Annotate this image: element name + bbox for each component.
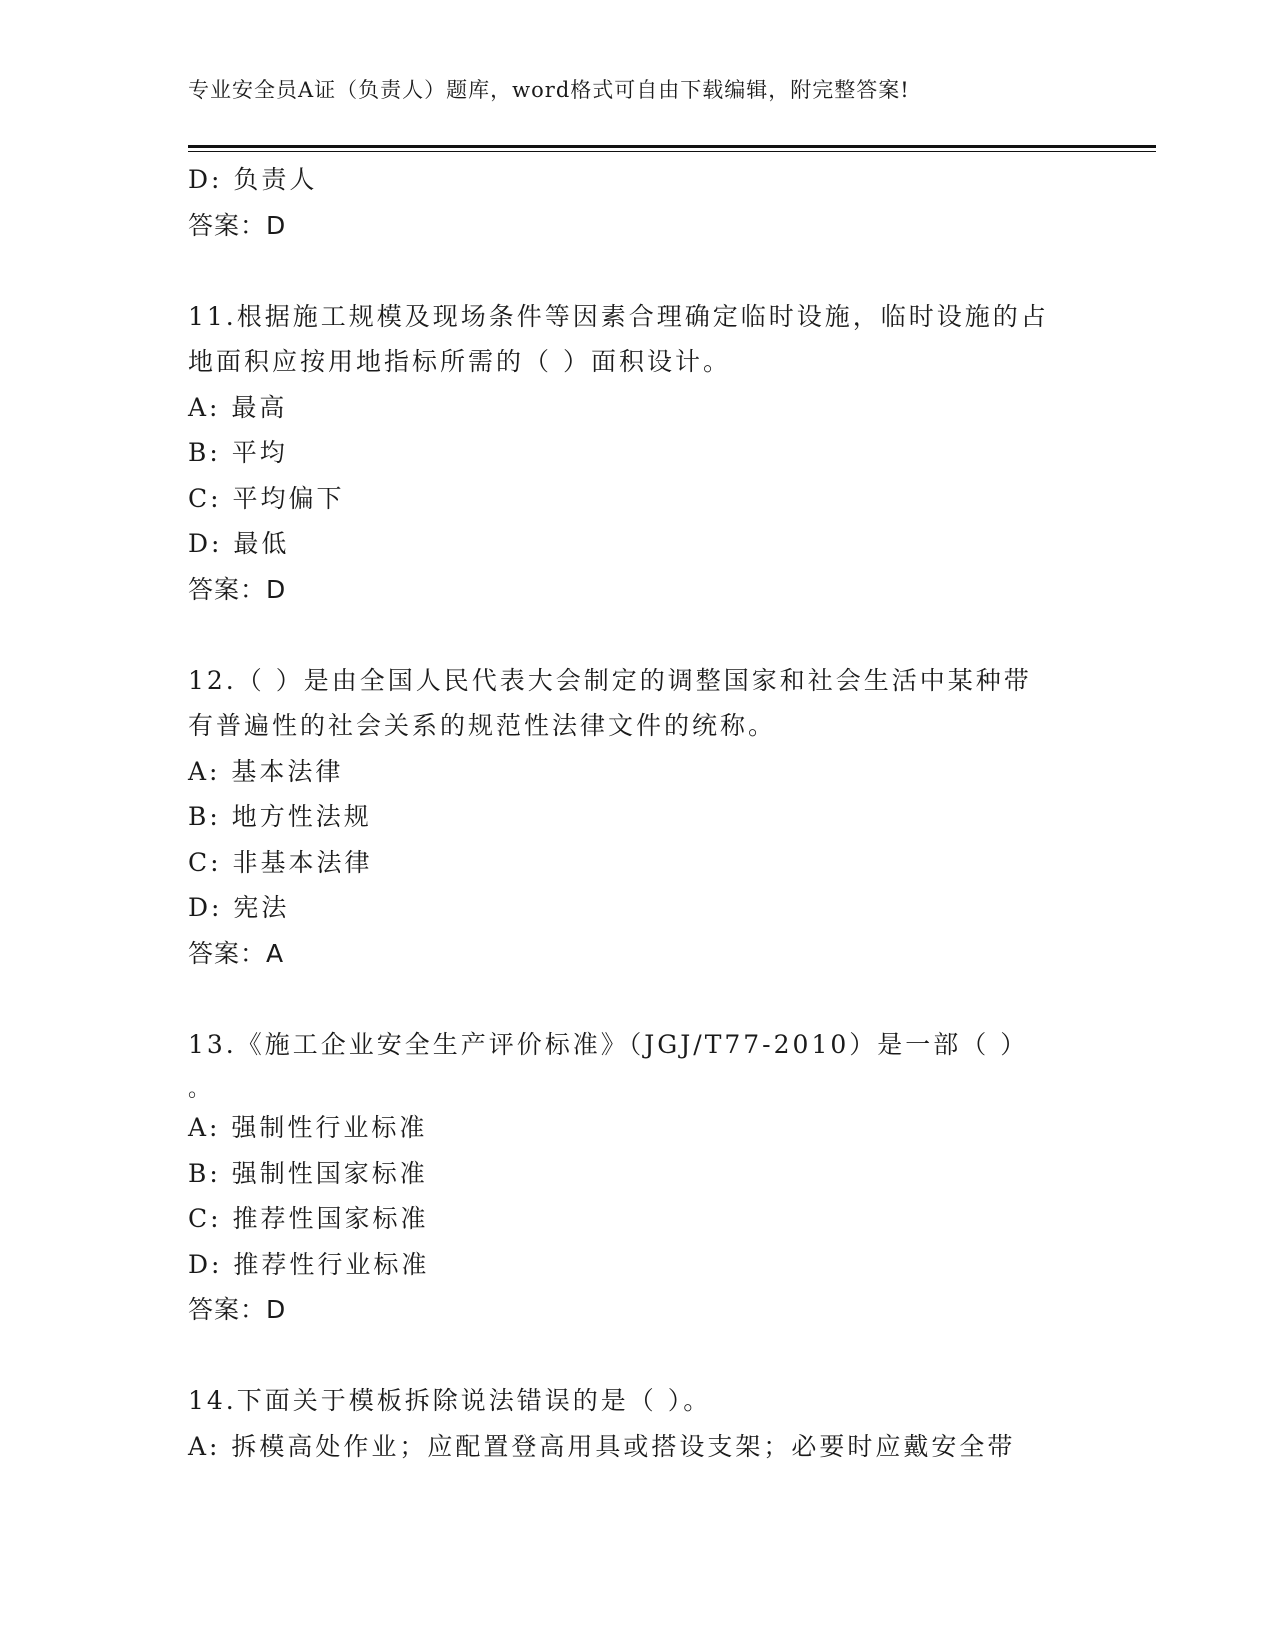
question-block-11 — [188, 294, 1088, 613]
question-stem-continued: 。 — [188, 1077, 214, 1102]
question-block-13 — [188, 1022, 1088, 1333]
header-rule-thick — [188, 145, 1156, 148]
question-block-10-tail — [188, 157, 1088, 248]
option-d: D: 负责人 — [188, 165, 318, 194]
option-d: D: 最低 — [188, 529, 290, 558]
option-d: D: 宪法 — [188, 893, 290, 922]
question-block-12 — [188, 658, 1088, 977]
option-a: A: 最高 — [188, 392, 288, 422]
answer-line: 答案：D — [188, 574, 287, 604]
option-c: C: 非基本法律 — [188, 847, 373, 877]
option-c: C: 推荐性国家标准 — [188, 1204, 429, 1233]
question-stem-continued: 有普遍性的社会关系的规范性法律文件的统称。 — [188, 711, 777, 740]
answer-line: 答案：A — [188, 938, 285, 968]
question-list — [188, 157, 1088, 1469]
question-stem: 13.《施工企业安全生产评价标准》（JGJ/T77-2010）是一部（ ） — [188, 1029, 1029, 1059]
answer-line: 答案：D — [188, 210, 287, 240]
option-b: B: 平均 — [188, 438, 288, 467]
question-stem-continued: 地面积应按用地指标所需的（ ）面积设计。 — [188, 347, 731, 376]
option-b: B: 地方性法规 — [188, 802, 372, 831]
question-stem: 14.下面关于模板拆除说法错误的是（ ）。 — [188, 1386, 712, 1415]
question-block-14 — [188, 1378, 1088, 1469]
answer-line: 答案：D — [188, 1295, 287, 1324]
spacer — [188, 976, 1088, 1022]
question-stem: 11.根据施工规模及现场条件等因素合理确定临时设施，临时设施的占 — [188, 301, 1049, 331]
spacer — [188, 248, 1088, 294]
header-rule-thin — [188, 151, 1156, 152]
option-a: A: 基本法律 — [188, 756, 344, 786]
question-stem: 12.（ ）是由全国人民代表大会制定的调整国家和社会生活中某种带 — [188, 665, 1032, 695]
spacer — [188, 1333, 1088, 1379]
page-header-title: 专业安全员A证（负责人）题库，word格式可自由下载编辑，附完整答案! — [188, 78, 910, 102]
option-a: A: 拆模高处作业；应配置登高用具或搭设支架；必要时应戴安全带 — [188, 1431, 1016, 1461]
option-d: D: 推荐性行业标准 — [188, 1249, 430, 1279]
option-c: C: 平均偏下 — [188, 483, 345, 513]
spacer — [188, 612, 1088, 658]
option-a: A: 强制性行业标准 — [188, 1113, 428, 1142]
option-b: B: 强制性国家标准 — [188, 1158, 428, 1188]
